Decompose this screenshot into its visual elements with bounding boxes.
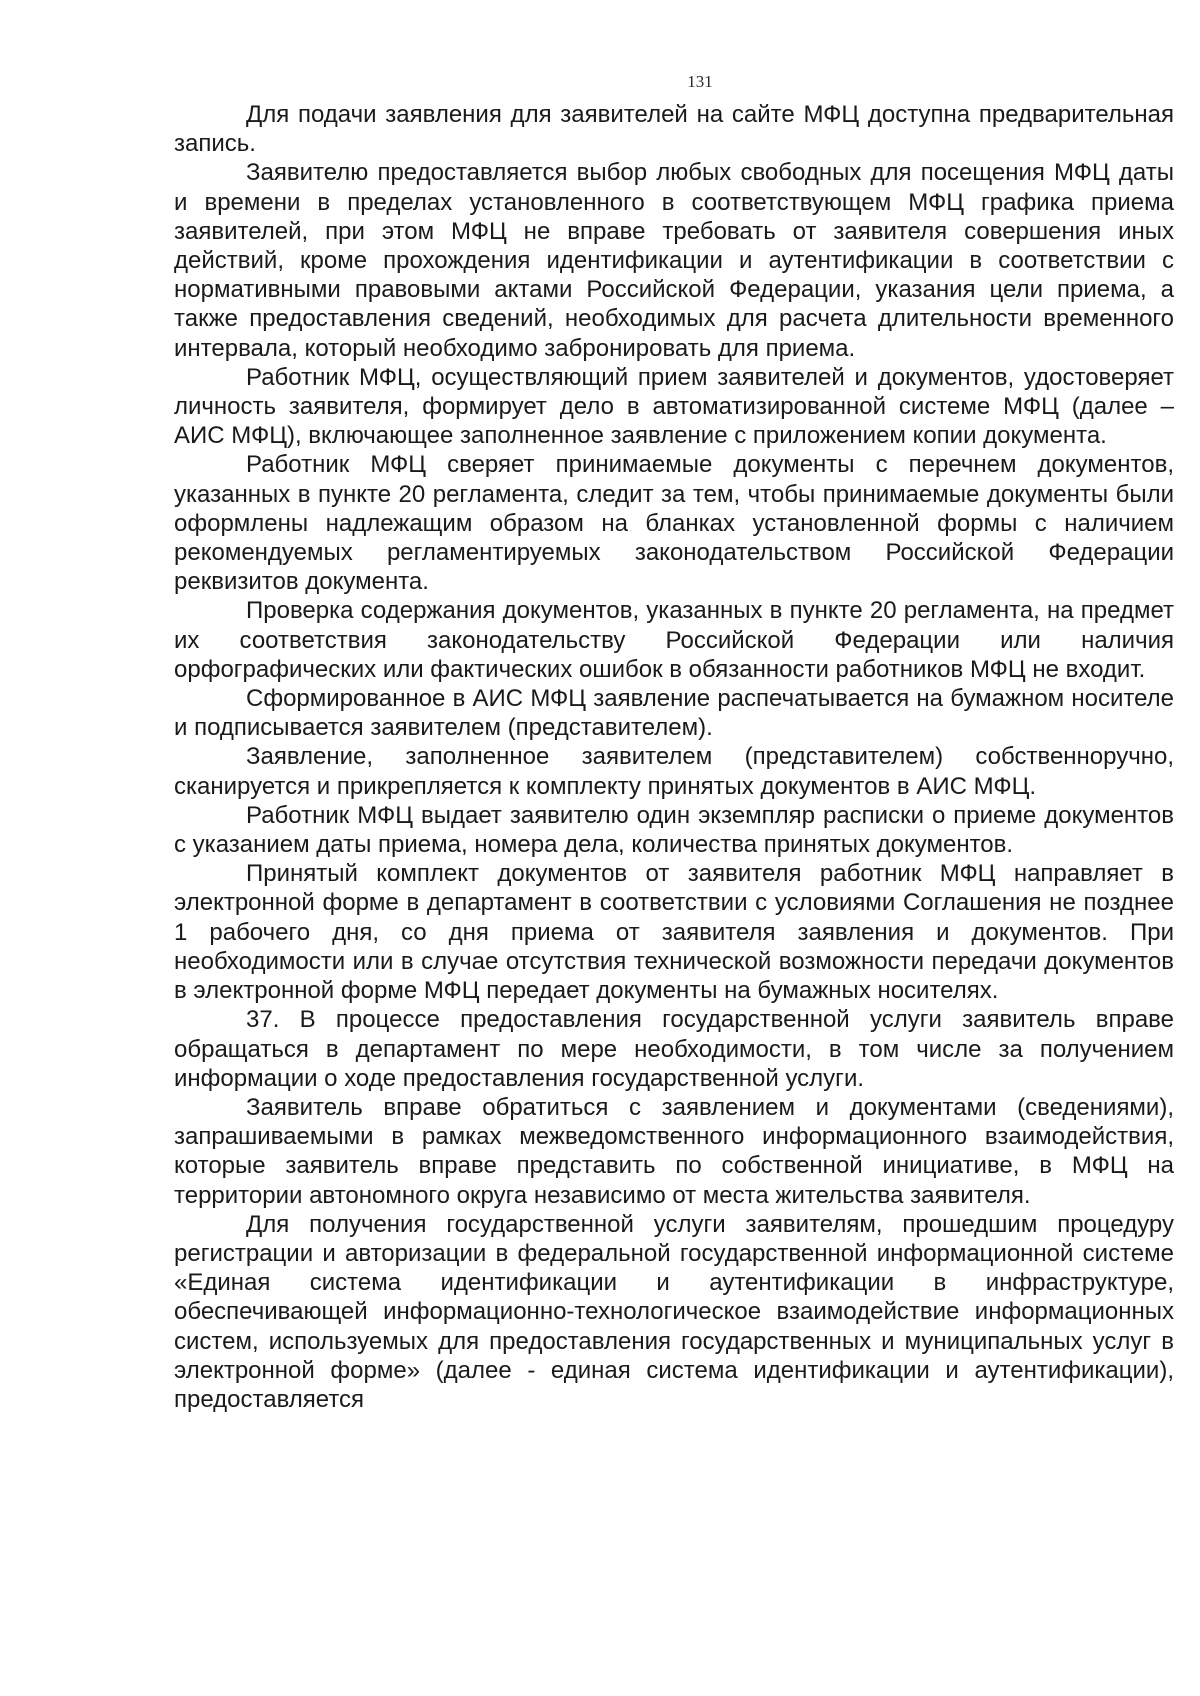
paragraph-online-booking: Для подачи заявления для заявителей на сайте МФЦ доступна предварительная запись. [174, 101, 1174, 158]
paragraph-document-transfer: Принятый комплект документов от заявителя работник МФЦ направляет в электронной форме в департамент в соответствии с условиями Соглашения не позднее 1 рабочего дня, со дня приема от заявителя заявления и документов. При необходимости или в случае отсутствия технической возможности передачи документов в электронной форме МФЦ передает документы на бумажных носителях. [174, 860, 1174, 1005]
paragraph-content-review: Проверка содержания документов, указанных в пункте 20 регламента, на предмет их соответствия законодательству Российской Федерации или наличия орфографических или фактических ошибок в обязанности работников МФЦ не входит. [174, 597, 1174, 683]
paragraph-document-check: Работник МФЦ сверяет принимаемые документы с перечнем документов, указанных в пункте 20 регламента, следит за тем, чтобы принимаемые документы были оформлены надлежащим образом на бланках установленной формы с наличием рекомендуемых регламентируемых законодательством Российской Федерации реквизитов документа. [174, 451, 1174, 596]
paragraph-visit-time-choice: Заявителю предоставляется выбор любых свободных для посещения МФЦ даты и времени в пределах установленного в соответствующем МФЦ графика приема заявителей, при этом МФЦ не вправе требовать от заявителя совершения иных действий, кроме прохождения идентификации и аутентификации в соответствии с нормативными правовыми актами Российской Федерации, указания цели приема, а также предоставления сведений, необходимых для расчета длительности временного интервала, который необходимо забронировать для приема. [174, 159, 1174, 362]
paragraph-printed-application: Сформированное в АИС МФЦ заявление распечатывается на бумажном носителе и подписывается заявителем (представителем). [174, 685, 1174, 742]
paragraph-receipt: Работник МФЦ выдает заявителю один экземпляр расписки о приеме документов с указанием даты приема, номера дела, количества принятых документов. [174, 801, 1174, 859]
document-body [174, 100, 1174, 1414]
page-number: 131 [687, 72, 713, 91]
paragraph-handwritten-application: Заявление, заполненное заявителем (представителем) собственноручно, сканируется и прикрепляется к комплекту принятых документов в АИС МФЦ. [174, 743, 1174, 800]
paragraph-identity-verification: Работник МФЦ, осуществляющий прием заявителей и документов, удостоверяет личность заявителя, формирует дело в автоматизированной системе МФЦ (далее – АИС МФЦ), включающее заполненное заявление с приложением копии документа. [174, 363, 1174, 450]
paragraph-clause-37: 37. В процессе предоставления государственной услуги заявитель вправе обращаться в департамент по мере необходимости, в том числе за получением информации о ходе предоставления государственной услуги. [174, 1006, 1174, 1092]
paragraph-interagency-documents: Заявитель вправе обратиться с заявлением и документами (сведениями), запрашиваемыми в рамках межведомственного информационного взаимодействия, которые заявитель вправе представить по собственной инициативе, в МФЦ на территории автономного округа независимо от места жительства заявителя. [174, 1093, 1174, 1209]
paragraph-esia-access: Для получения государственной услуги заявителям, прошедшим процедуру регистрации и авторизации в федеральной государственной информационной системе «Единая система идентификации и аутентификации в инфраструктуре, обеспечивающей информационно-технологическое взаимодействие информационных систем, используемых для предоставления государственных и муниципальных услуг в электронной форме» (далее - единая система идентификации и аутентификации), предоставляется [174, 1210, 1174, 1413]
